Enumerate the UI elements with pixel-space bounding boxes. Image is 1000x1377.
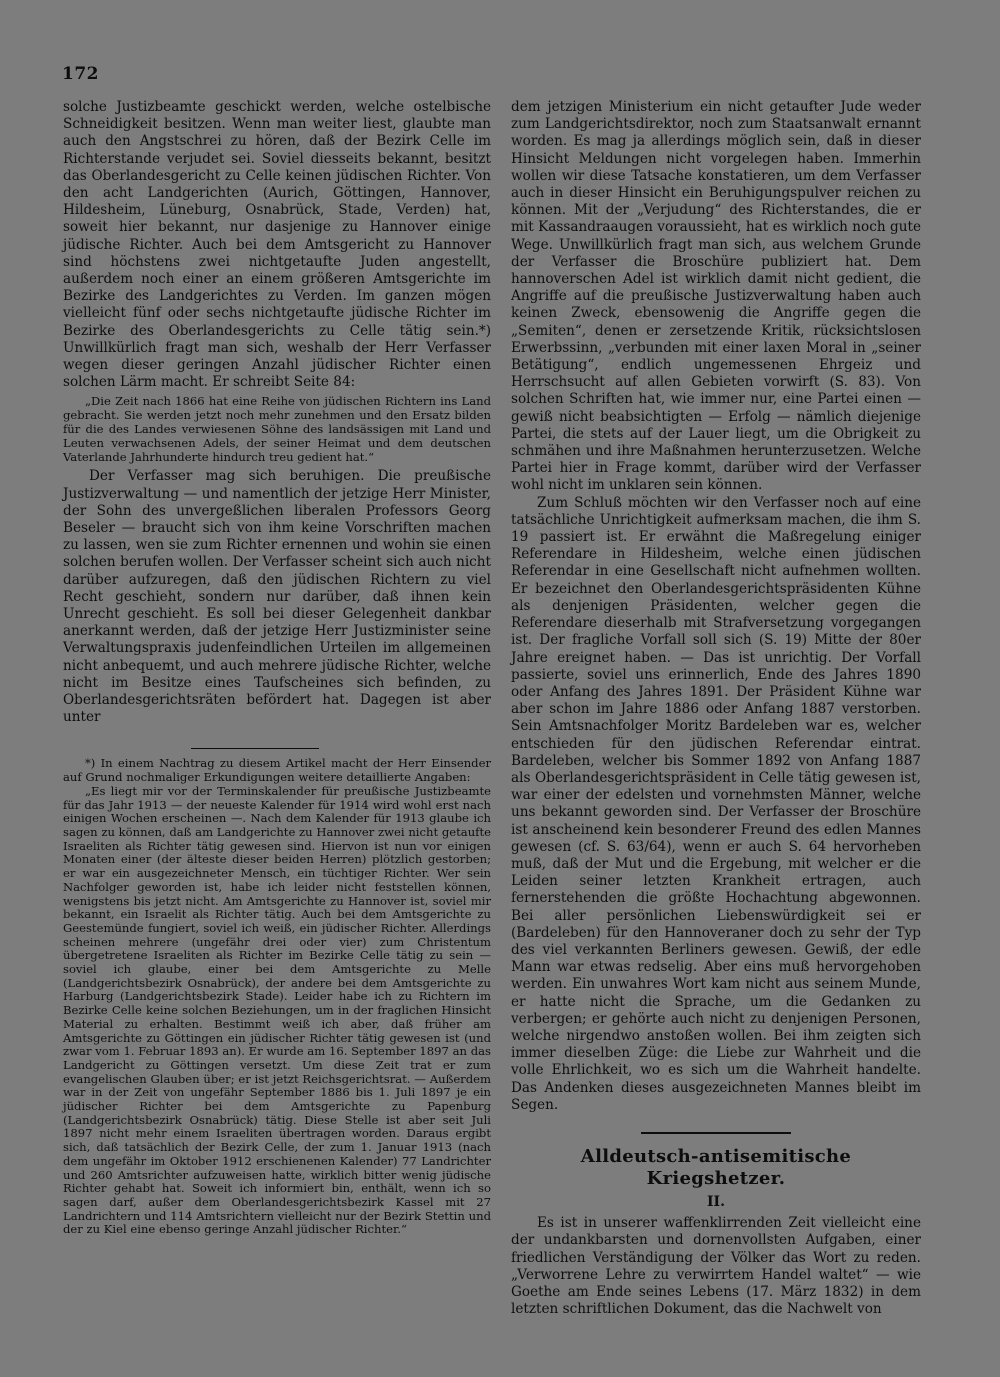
section-number: II. — [707, 1193, 725, 1210]
section-title: Alldeutsch-antisemitische Kriegshetzer. — [580, 1145, 852, 1189]
block-quote: „Die Zeit nach 1866 hat eine Reihe von jüdischen Richtern ins Land gebracht. Sie werden jetzt noch mehr zunehmen und den Ersatz bilden für die des Landes verwiesenen Söhne des landsässigen mit Land und Leuten verwachsenen Adels, der seiner Heimat und dem deutschen Vaterlande Jahrhunderte hindurch treu gedient hat.“ — [63, 394, 491, 464]
paragraph: Der Verfasser mag sich beruhigen. Die preußische Justizverwaltung — und namentlich der jetzige Herr Minister, der Sohn des unvergeßlichen liberalen Professors Georg Beseler — braucht sich von ihm keine Vorschriften machen zu lassen, wen sie zum Richter ernennen und wohin sie einen solchen berufen wollen. Der Verfasser scheint sich auch nicht darüber aufzuregen, daß den jüdischen Richtern zu viel Recht geschieht, sondern nur darüber, daß ihnen kein Unrecht geschieht. Es soll bei dieser Gelegenheit dankbar anerkannt werden, daß der jetzige Herr Justizminister seine Verwaltungspraxis judenfeindlichen Urteilen im allgemeinen nicht anbequemt, und auch mehrere jüdische Richter, welche nicht im Besitze eines Taufscheines sich befinden, zu Oberlandesgerichtsräten befördert hat. Dagegen ist aber unter — [63, 468, 491, 726]
right-column — [511, 99, 921, 1318]
footnote — [63, 757, 491, 1237]
section-separator — [641, 1132, 791, 1134]
footnote-separator — [191, 748, 319, 749]
paragraph: Zum Schluß möchten wir den Verfasser noch auf eine tatsächliche Unrichtigkeit aufmerksam machen, die ihm S. 19 passiert ist. Er erwähnt die Maßregelung einiger Referendare in Hildesheim, welche einen jüdischen Referendar in eine Gesellschaft nicht aufnehmen wollten. Er bezeichnet den Oberlandesgerichtspräsidenten Kühne als denjenigen Präsidenten, welcher gegen die Referendare dieserhalb mit Strafversetzung vorgegangen ist. Der fragliche Vorfall soll sich (S. 19) Mitte der 80er Jahre ereignet haben. — Das ist unrichtig. Der Vorfall passierte, soviel uns erinnerlich, Ende des Jahres 1890 oder Anfang des Jahres 1891. Der Präsident Kühne war aber schon im Jahre 1886 oder Anfang 1887 verstorben. Sein Amtsnachfolger Moritz Bardeleben war es, welcher entschieden für den jüdischen Referendar eintrat. Bardeleben, welcher bis Sommer 1892 von Anfang 1887 als Oberlandesgerichtspräsident in Celle tätig gewesen ist, war einer der edelsten und vornehmsten Männer, welche uns bekannt geworden sind. Der Verfasser der Broschüre ist anscheinend kein besonderer Freund des edlen Mannes gewesen (cf. S. 63/64), wenn er auch S. 64 hervorheben muß, daß der Mut und die Ergebung, mit welcher er die Leiden seiner letzten Krankheit ertragen, auch fernerstehenden die größte Hochachtung abgewonnen. Bei aller persönlichen Liebenswürdigkeit sei er (Bardeleben) für den Hannoveraner doch zu sehr der Typ des viel verkannten Berliners gewesen. Gewiß, der edle Mann war etwas redselig. Aber eins muß hervorgehoben werden. Ein unwahres Wort kam nicht aus seinem Munde, er hatte nicht die Sprache, um die Gedanken zu verbergen; er gehörte auch nicht zu denjenigen Personen, welche nirgendwo anstoßen wollen. Bei ihm zeigten sich immer dieselben Züge: die Liebe zur Wahrheit und die volle Ehrlichkeit, wo es sich um die Wahrheit handelte. Das Andenken dieses ausgezeichneten Mannes bleibt im Segen. — [511, 494, 921, 1113]
page-number: 172 — [62, 64, 99, 84]
paragraph: dem jetzigen Ministerium ein nicht getaufter Jude weder zum Landgerichtsdirektor, noch zum Staatsanwalt ernannt worden. Es mag ja allerdings möglich sein, daß in dieser Hinsicht Meldungen nicht vorgelegen haben. Immerhin wollen wir diese Tatsache konstatieren, um dem Verfasser auch in dieser Hinsicht ein Beruhigungspulver reichen zu können. Mit der „Verjudung“ des Richterstandes, die er mit Kassandraaugen voraussieht, hat es wirklich noch gute Wege. Unwillkürlich fragt man sich, aus welchem Grunde der Verfasser die Broschüre publiziert hat. Dem hannoverschen Adel ist wirklich damit nicht gedient, die Angriffe auf die preußische Justizverwaltung haben auch keinen Zweck, ebensowenig die Angriffe gegen die „Semiten“, denen er zersetzende Kritik, rücksichtslosen Erwerbssinn, „verbunden mit einer laxen Moral in „seiner Betätigung“, endlich ungemessenen Ehrgeiz und Herrschsucht auf allen Gebieten vorwirft (S. 83). Von solchen Schriften hat, wie immer nur, eine Partei einen — gewiß nicht beabsichtigten — Erfolg — nämlich diejenige Partei, die stets auf der Lauer liegt, um die Obrigkeit zu schmähen und ihre Maßnahmen herunterzusetzen. Welche Partei hier in Frage kommt, darüber wird der Verfasser wohl nicht im unklaren sein können. — [511, 99, 921, 494]
paragraph: Es ist in unserer waffenklirrenden Zeit vielleicht eine der undankbarsten und dornenvollsten Aufgaben, einer friedlichen Verständigung der Völker das Wort zu reden. „Verworrene Lehre zu verwirrtem Handel waltet“ — wie Goethe am Ende seines Lebens (17. März 1832) in dem letzten schriftlichen Dokument, das die Nachwelt von — [511, 1215, 921, 1318]
footnote-intro: *) In einem Nachtrag zu diesem Artikel macht der Herr Einsender auf Grund nochmaliger Erkundigungen weitere detaillierte Angaben: — [63, 756, 491, 785]
footnote-quote: „Es liegt mir vor der Terminskalender für preußische Justizbeamte für das Jahr 1913 — der neueste Kalender für 1914 wird wohl erst nach einigen Wochen erscheinen —. Nach dem Kalender für 1913 glaube ich sagen zu können, daß am Landgerichte zu Hannover zwei nicht getaufte Israeliten als Richter tätig gewesen sind. Hiervon ist nun vor einigen Monaten einer (der älteste dieser beiden Herren) plötzlich gestorben; er war ein ausgezeichneter Mensch, ein tüchtiger Richter. Wer sein Nachfolger geworden ist, habe ich leider nicht feststellen können, wenigstens bis jetzt nicht. Am Amtsgerichte zu Hannover ist, soviel mir bekannt, ein Israelit als Richter tätig. Auch bei dem Amtsgerichte zu Geestemünde fungiert, soviel ich weiß, ein jüdischer Richter. Allerdings scheinen mehrere (ungefähr drei oder vier) zum Christentum übergetretene Israeliten als Richter im Bezirke Celle tätig zu sein — soviel ich glaube, einer bei dem Amtsgerichte zu Melle (Landgerichtsbezirk Osnabrück), der andere bei dem Amtsgerichte zu Harburg (Landgerichtsbezirk Stade). Leider habe ich zu Richtern im Bezirke Celle keine solchen Beziehungen, um in der fraglichen Hinsicht Material zu erhalten. Bestimmt weiß ich aber, daß früher am Amtsgerichte zu Göttingen ein jüdischer Richter tätig gewesen ist (und zwar vom 1. Februar 1893 an). Er wurde am 16. September 1897 an das Landgericht zu Göttingen versetzt. Um diese Zeit trat er zum evangelischen Glauben über; er ist jetzt Reichsgerichtsrat. — Außerdem war in der Zeit von ungefähr September 1886 bis 1. Juli 1897 je ein jüdischer Richter bei dem Amtsgerichte zu Papenburg (Landgerichtsbezirk Osnabrück) tätig. Diese Stelle ist aber seit Juli 1897 nicht mehr einem Israeliten übertragen worden. Daraus ergibt sich, daß tatsächlich der Bezirk Celle, der zum 1. Januar 1913 (nach dem ungefähr im Oktober 1912 erschienenen Kalender) 77 Landrichter und 260 Amtsrichter aufzuweisen hatte, wirklich bitter wenig jüdische Richter gehabt hat. Soweit ich informiert bin, enthält, wenn ich so sagen darf, außer dem Oberlandesgerichtsbezirk Kassel mit 27 Landrichtern und 114 Amtsrichtern vielleicht nur der Bezirk Stettin und der zu Kiel eine ebenso geringe Anzahl jüdischer Richter.“ — [63, 783, 491, 1237]
paragraph: solche Justizbeamte geschickt werden, welche ostelbische Schneidigkeit besitzen. Wenn man weiter liest, glaubte man auch den Angstschrei zu hören, daß der Bezirk Celle im Richterstande verjudet sei. Soviel diesseits bekannt, besitzt das Oberlandesgericht zu Celle keinen jüdischen Richter. Von den acht Landgerichten (Aurich, Göttingen, Hannover, Hildesheim, Lüneburg, Osnabrück, Stade, Verden) hat, soweit hier bekannt, nur dasjenige zu Hannover einige jüdische Richter. Auch bei dem Amtsgericht zu Hannover sind höchstens zwei nichtgetaufte Juden angestellt, außerdem noch einer an einem größeren Amtsgerichte im Bezirke des Landgerichtes zu Verden. Im ganzen mögen vielleicht fünf oder sechs nichtgetaufte jüdische Richter im Bezirke des Oberlandesgerichts zu Celle tätig sein.*) Unwillkürlich fragt man sich, weshalb der Herr Verfasser wegen dieser geringen Anzahl jüdischer Richter einen solchen Lärm macht. Er schreibt Seite 84: — [63, 99, 491, 391]
left-column — [63, 99, 491, 1237]
